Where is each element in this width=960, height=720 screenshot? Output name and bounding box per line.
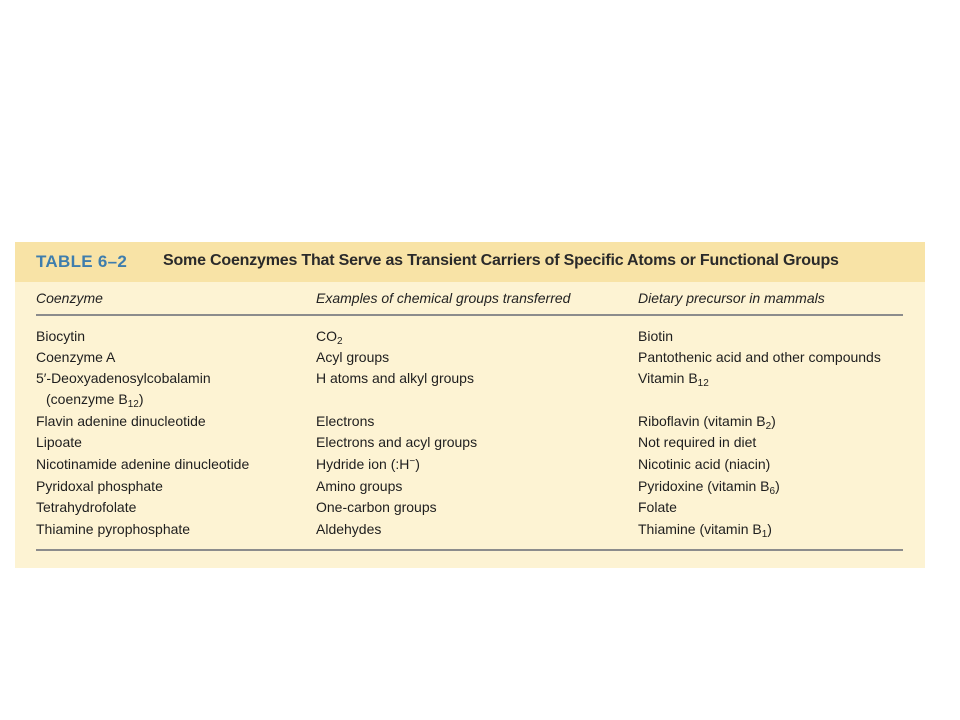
header-precursor: Dietary precursor in mammals: [638, 290, 825, 306]
cell-coenzyme: Lipoate: [36, 434, 82, 450]
cell-coenzyme-line2: (coenzyme $B_{12}$): [46, 391, 144, 410]
cell-precursor: Not required in diet: [638, 434, 757, 450]
table-title: Some Coenzymes That Serve as Transient Carriers of Specific Atoms or Functional Groups: [163, 252, 839, 269]
cell-precursor: Pyridoxine (vitamin $B_6$): [638, 478, 780, 497]
cell-coenzyme: Thiamine pyrophosphate: [36, 521, 191, 537]
cell-precursor: Pantothenic acid and other compounds: [638, 349, 881, 365]
cell-groups: $CO_2$: [316, 328, 343, 347]
cell-coenzyme: Pyridoxal phosphate: [36, 478, 163, 494]
cell-precursor: Riboflavin (vitamin $B_2$): [638, 413, 776, 432]
cell-groups: Amino groups: [316, 478, 403, 494]
cell-groups: Aldehydes: [316, 521, 382, 537]
cell-coenzyme: Coenzyme A: [36, 349, 116, 365]
cell-groups: H atoms and alkyl groups: [316, 370, 474, 386]
cell-groups: Acyl groups: [316, 349, 390, 365]
cell-precursor: Folate: [638, 499, 677, 515]
footer-rule: [36, 549, 903, 551]
cell-coenzyme: Flavin adenine dinucleotide: [36, 413, 206, 429]
cell-groups: Hydride ion (:H−): [316, 456, 420, 472]
table-title-bar: [15, 242, 925, 282]
table-panel: [15, 242, 925, 568]
cell-coenzyme: 5′-Deoxyadenosylcobalamin: [36, 370, 211, 386]
cell-precursor: Nicotinic acid (niacin): [638, 456, 771, 472]
cell-groups: Electrons: [316, 413, 375, 429]
table-number: TABLE 6–2: [36, 252, 128, 271]
header-groups: Examples of chemical groups transferred: [316, 290, 571, 306]
cell-groups: One-carbon groups: [316, 499, 437, 515]
cell-precursor: Vitamin $B_{12}$: [638, 370, 709, 389]
header-rule: [36, 314, 903, 316]
cell-precursor: Biotin: [638, 328, 674, 344]
cell-precursor: Thiamine (vitamin $B_1$): [638, 521, 772, 540]
cell-coenzyme: Nicotinamide adenine dinucleotide: [36, 456, 250, 472]
cell-coenzyme: Tetrahydrofolate: [36, 499, 137, 515]
header-coenzyme: Coenzyme: [36, 290, 103, 306]
cell-groups: Electrons and acyl groups: [316, 434, 478, 450]
cell-coenzyme: Biocytin: [36, 328, 86, 344]
